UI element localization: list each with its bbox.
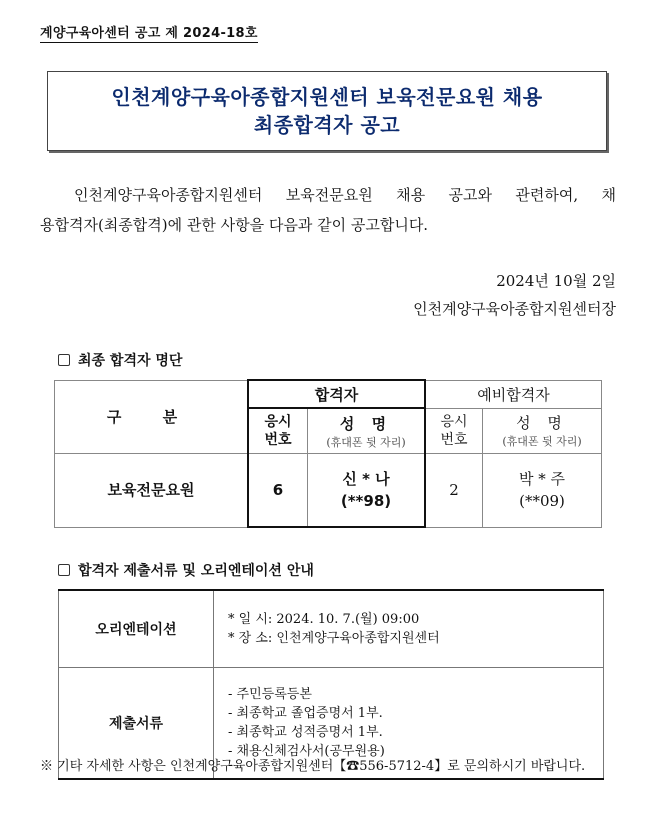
final-result-table xyxy=(54,379,602,528)
checkbox-square-icon xyxy=(58,564,70,576)
documents-label: 제출서류 xyxy=(59,668,214,780)
title-box xyxy=(47,71,607,151)
list-item: - 채용신체검사서(공무원용) xyxy=(228,744,385,759)
pass-phone: (**98) xyxy=(340,492,392,510)
orientation-label: 오리엔테이션 xyxy=(59,590,214,668)
section-heading-documents xyxy=(58,560,314,580)
reserve-exam-no-header: 응시 번호 xyxy=(425,408,483,454)
list-item: - 최종학교 성적증명서 1부. xyxy=(228,725,383,740)
section-heading-final-list xyxy=(58,350,182,370)
table-row xyxy=(55,454,602,528)
intro-line-2: 용합격자(최종합격)에 관한 사항을 다음과 같이 공고합니다. xyxy=(40,216,429,234)
pass-exam-no: 6 xyxy=(248,454,308,528)
pass-name-note: (휴대폰 뒷 자리) xyxy=(326,435,406,449)
title-line-2: 최종합격자 공고 xyxy=(253,113,401,137)
orientation-place: * 장 소: 인천계양구육아종합지원센터 xyxy=(228,631,440,646)
category-header: 구 분 xyxy=(55,380,249,454)
intro-line-1: 인천계양구육아종합지원센터 보육전문요원 채용 공고와 관련하여, 채 xyxy=(74,186,616,204)
pass-name-header xyxy=(308,408,426,454)
orientation-datetime: * 일 시: 2024. 10. 7.(월) 09:00 xyxy=(228,612,420,627)
pass-name: 신 * 나 xyxy=(342,470,390,488)
section-heading-label: 합격자 제출서류 및 오리엔테이션 안내 xyxy=(78,563,314,579)
list-item: - 주민등록등본 xyxy=(228,687,312,702)
notice-number: 계양구육아센터 공고 제 2024-18호 xyxy=(40,22,258,41)
pass-group-header: 합격자 xyxy=(248,380,425,408)
orientation-details xyxy=(214,590,604,668)
notice-date: 2024년 10월 2일 xyxy=(496,272,616,290)
reserve-phone: (**09) xyxy=(519,492,565,511)
section-heading-label: 최종 합격자 명단 xyxy=(78,353,183,369)
list-item: - 최종학교 졸업증명서 1부. xyxy=(228,706,383,721)
intro-paragraph xyxy=(40,180,616,240)
reserve-name-label: 성 명 xyxy=(516,414,568,433)
pass-exam-no-header: 응시 번호 xyxy=(248,408,308,454)
title-line-1: 인천계양구육아종합지원센터 보육전문요원 채용 xyxy=(111,85,543,109)
reserve-exam-no: 2 xyxy=(425,454,483,528)
checkbox-square-icon xyxy=(58,354,70,366)
pass-name-label: 성 명 xyxy=(339,414,393,433)
row-category: 보육전문요원 xyxy=(55,454,249,528)
reserve-name-cell xyxy=(483,454,602,528)
orientation-info-table xyxy=(58,589,604,780)
issuing-org: 인천계양구육아종합지원센터장 xyxy=(413,300,616,318)
footer-note: ※ 기타 자세한 사항은 인천계양구육아종합지원센터【☎556-5712-4】로 문의하시기 바랍니다. xyxy=(40,759,586,774)
pass-name-cell xyxy=(308,454,426,528)
reserve-name-header xyxy=(483,408,602,454)
reserve-name: 박 * 주 xyxy=(518,470,566,489)
reserve-group-header: 예비합격자 xyxy=(425,380,602,408)
reserve-name-note: (휴대폰 뒷 자리) xyxy=(502,435,582,449)
